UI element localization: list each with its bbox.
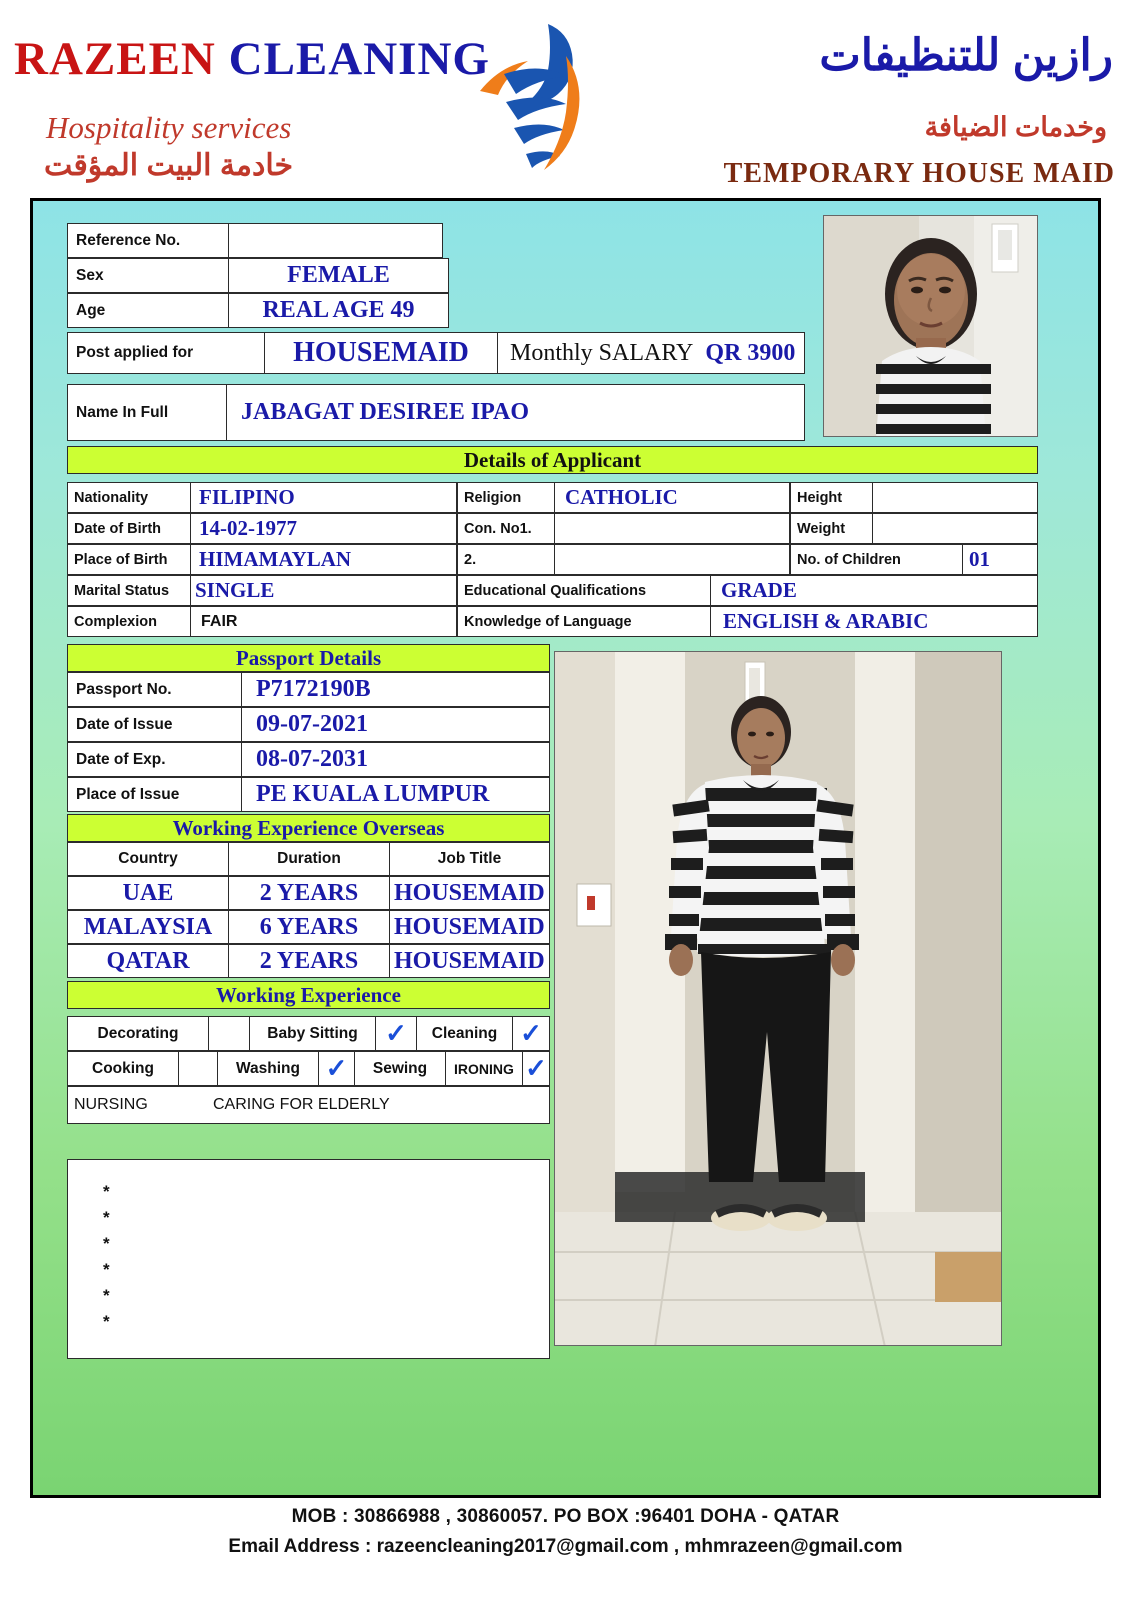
table-row xyxy=(67,876,550,910)
pob-row xyxy=(67,544,457,575)
list-item: * xyxy=(103,1312,110,1331)
company-name-ar: رازين للتنظيفات xyxy=(819,31,1113,80)
overseas-duration: 2 YEARS xyxy=(259,947,359,974)
applicant-portrait-photo xyxy=(823,215,1038,437)
name-row xyxy=(67,384,805,441)
language-row xyxy=(457,606,1038,637)
height-row xyxy=(790,482,1038,513)
babysitting-checkbox[interactable]: ✓ xyxy=(385,1018,407,1048)
marital-label: Marital Status xyxy=(74,582,170,599)
religion-label: Religion xyxy=(464,489,522,506)
document-header xyxy=(0,0,1131,195)
overseas-country: UAE xyxy=(122,879,174,906)
footer-email-line: Email Address : razeencleaning2017@gmail.com , mhmrazeen@gmail.com xyxy=(228,1536,903,1557)
ironing-checkbox[interactable]: ✓ xyxy=(525,1053,547,1083)
list-item: * xyxy=(103,1182,110,1201)
overseas-title: HOUSEMAID xyxy=(394,879,545,906)
overseas-title: HOUSEMAID xyxy=(394,913,545,940)
religion-value: CATHOLIC xyxy=(565,485,678,509)
children-value: 01 xyxy=(969,547,990,571)
complexion-value: FAIR xyxy=(201,612,238,630)
contact1-row xyxy=(457,513,790,544)
overseas-duration: 6 YEARS xyxy=(259,913,359,940)
passport-exp-label: Date of Exp. xyxy=(76,750,166,768)
contact2-label: 2. xyxy=(464,551,477,568)
overseas-country: QATAR xyxy=(106,947,190,974)
age-value: REAL AGE 49 xyxy=(262,297,415,323)
sewing-label: Sewing xyxy=(372,1059,428,1077)
list-item: * xyxy=(103,1234,110,1253)
overseas-header-country: Country xyxy=(118,850,178,867)
pob-value: HIMAMAYLAN xyxy=(199,547,352,571)
applicant-details-title: Details of Applicant xyxy=(463,447,642,472)
passport-issue-label: Date of Issue xyxy=(76,715,173,733)
age-row xyxy=(67,293,449,328)
age-label: Age xyxy=(76,301,106,319)
washing-label: Washing xyxy=(235,1059,300,1077)
footer-contact-line: MOB : 30866988 , 30860057. PO BOX :96401 DOHA - QATAR xyxy=(291,1506,840,1527)
overseas-header-title: Job Title xyxy=(437,850,502,867)
education-value: GRADE xyxy=(721,578,797,602)
passport-no-label: Passport No. xyxy=(76,680,172,698)
salary-label: Monthly SALARY xyxy=(510,339,694,366)
document-type-title: TEMPORARY HOUSE MAID xyxy=(723,158,1115,189)
contact1-label: Con. No1. xyxy=(464,520,532,537)
nationality-label: Nationality xyxy=(74,489,149,506)
list-item: * xyxy=(103,1286,110,1305)
applicant-fullbody-photo xyxy=(554,651,1002,1346)
reference-row xyxy=(67,223,443,258)
skills-row-2 xyxy=(67,1051,550,1086)
decorating-label: Decorating xyxy=(97,1024,179,1042)
passport-exp-value: 08-07-2031 xyxy=(256,746,368,772)
passport-no-row xyxy=(67,672,550,707)
cooking-label: Cooking xyxy=(92,1059,154,1077)
education-label: Educational Qualifications xyxy=(464,582,647,599)
post-applied-label: Post applied for xyxy=(76,344,194,361)
working-experience-title: Working Experience xyxy=(216,982,401,1007)
post-applied-row xyxy=(67,332,805,374)
list-item: * xyxy=(103,1208,110,1227)
nursing-row xyxy=(67,1086,550,1124)
passport-place-value: PE KUALA LUMPUR xyxy=(256,781,490,807)
company-name-en xyxy=(14,32,490,86)
company-name-part2: CLEANING xyxy=(228,33,490,85)
company-tagline-ar: وخدمات الضيافة xyxy=(924,112,1107,142)
passport-details-title: Passport Details xyxy=(235,645,382,670)
dob-row xyxy=(67,513,457,544)
marital-row xyxy=(67,575,457,606)
notes-bullets xyxy=(103,1179,110,1335)
company-tagline-ar2: خادمة البيت المؤقت xyxy=(44,149,294,182)
religion-row xyxy=(457,482,790,513)
complexion-label: Complexion xyxy=(74,613,157,630)
nursing-label: NURSING xyxy=(74,1096,148,1113)
nationality-row xyxy=(67,482,457,513)
name-label: Name In Full xyxy=(76,403,169,421)
sex-value: FEMALE xyxy=(287,262,390,288)
passport-issue-row xyxy=(67,707,550,742)
passport-no-value: P7172190B xyxy=(256,676,371,702)
passport-exp-row xyxy=(67,742,550,777)
language-value: ENGLISH & ARABIC xyxy=(723,609,929,633)
weight-row xyxy=(790,513,1038,544)
notes-box[interactable] xyxy=(67,1159,550,1359)
overseas-country: MALAYSIA xyxy=(83,913,213,940)
overseas-duration: 2 YEARS xyxy=(259,879,359,906)
nationality-value: FILIPINO xyxy=(199,485,295,509)
list-item: * xyxy=(103,1260,110,1279)
washing-checkbox[interactable]: ✓ xyxy=(325,1053,348,1083)
elderly-care-label: CARING FOR ELDERLY xyxy=(213,1096,390,1113)
height-label: Height xyxy=(797,489,843,506)
overseas-header-duration: Duration xyxy=(277,850,341,867)
overseas-title: HOUSEMAID xyxy=(394,947,545,974)
table-row xyxy=(67,910,550,944)
table-row xyxy=(67,944,550,978)
passport-place-label: Place of Issue xyxy=(76,785,180,803)
cleaning-checkbox[interactable]: ✓ xyxy=(520,1018,542,1048)
company-tagline-en: Hospitality services xyxy=(46,110,292,145)
working-experience-banner xyxy=(67,981,550,1009)
document-footer xyxy=(0,1506,1131,1558)
pob-label: Place of Birth xyxy=(74,551,168,568)
company-logo-icon xyxy=(470,16,610,186)
marital-value: SINGLE xyxy=(195,578,275,602)
complexion-row xyxy=(67,606,457,637)
language-label: Knowledge of Language xyxy=(464,613,632,630)
children-row xyxy=(790,544,1038,575)
reference-label: Reference No. xyxy=(76,231,181,249)
post-applied-value: HOUSEMAID xyxy=(293,337,469,368)
passport-issue-value: 09-07-2021 xyxy=(256,711,368,737)
form-sheet xyxy=(30,198,1101,1498)
passport-place-row xyxy=(67,777,550,812)
education-row xyxy=(457,575,1038,606)
babysitting-label: Baby Sitting xyxy=(267,1024,358,1042)
dob-label: Date of Birth xyxy=(74,520,161,537)
sex-label: Sex xyxy=(76,266,104,284)
applicant-details-banner xyxy=(67,446,1038,474)
dob-value: 14-02-1977 xyxy=(199,516,297,540)
passport-details-banner xyxy=(67,644,550,672)
overseas-experience-title: Working Experience Overseas xyxy=(172,815,445,840)
cleaning-label: Cleaning xyxy=(431,1024,498,1042)
overseas-experience-banner xyxy=(67,814,550,842)
ironing-label: IRONING xyxy=(454,1060,514,1077)
weight-label: Weight xyxy=(797,520,846,537)
overseas-table-header xyxy=(67,842,550,876)
children-label: No. of Children xyxy=(797,551,901,568)
salary-value: QR 3900 xyxy=(705,339,796,366)
sex-row xyxy=(67,258,449,293)
contact2-row xyxy=(457,544,790,575)
company-name-part1: RAZEEN xyxy=(14,33,216,85)
name-value: JABAGAT DESIREE IPAO xyxy=(241,399,530,425)
skills-row-1 xyxy=(67,1016,550,1051)
